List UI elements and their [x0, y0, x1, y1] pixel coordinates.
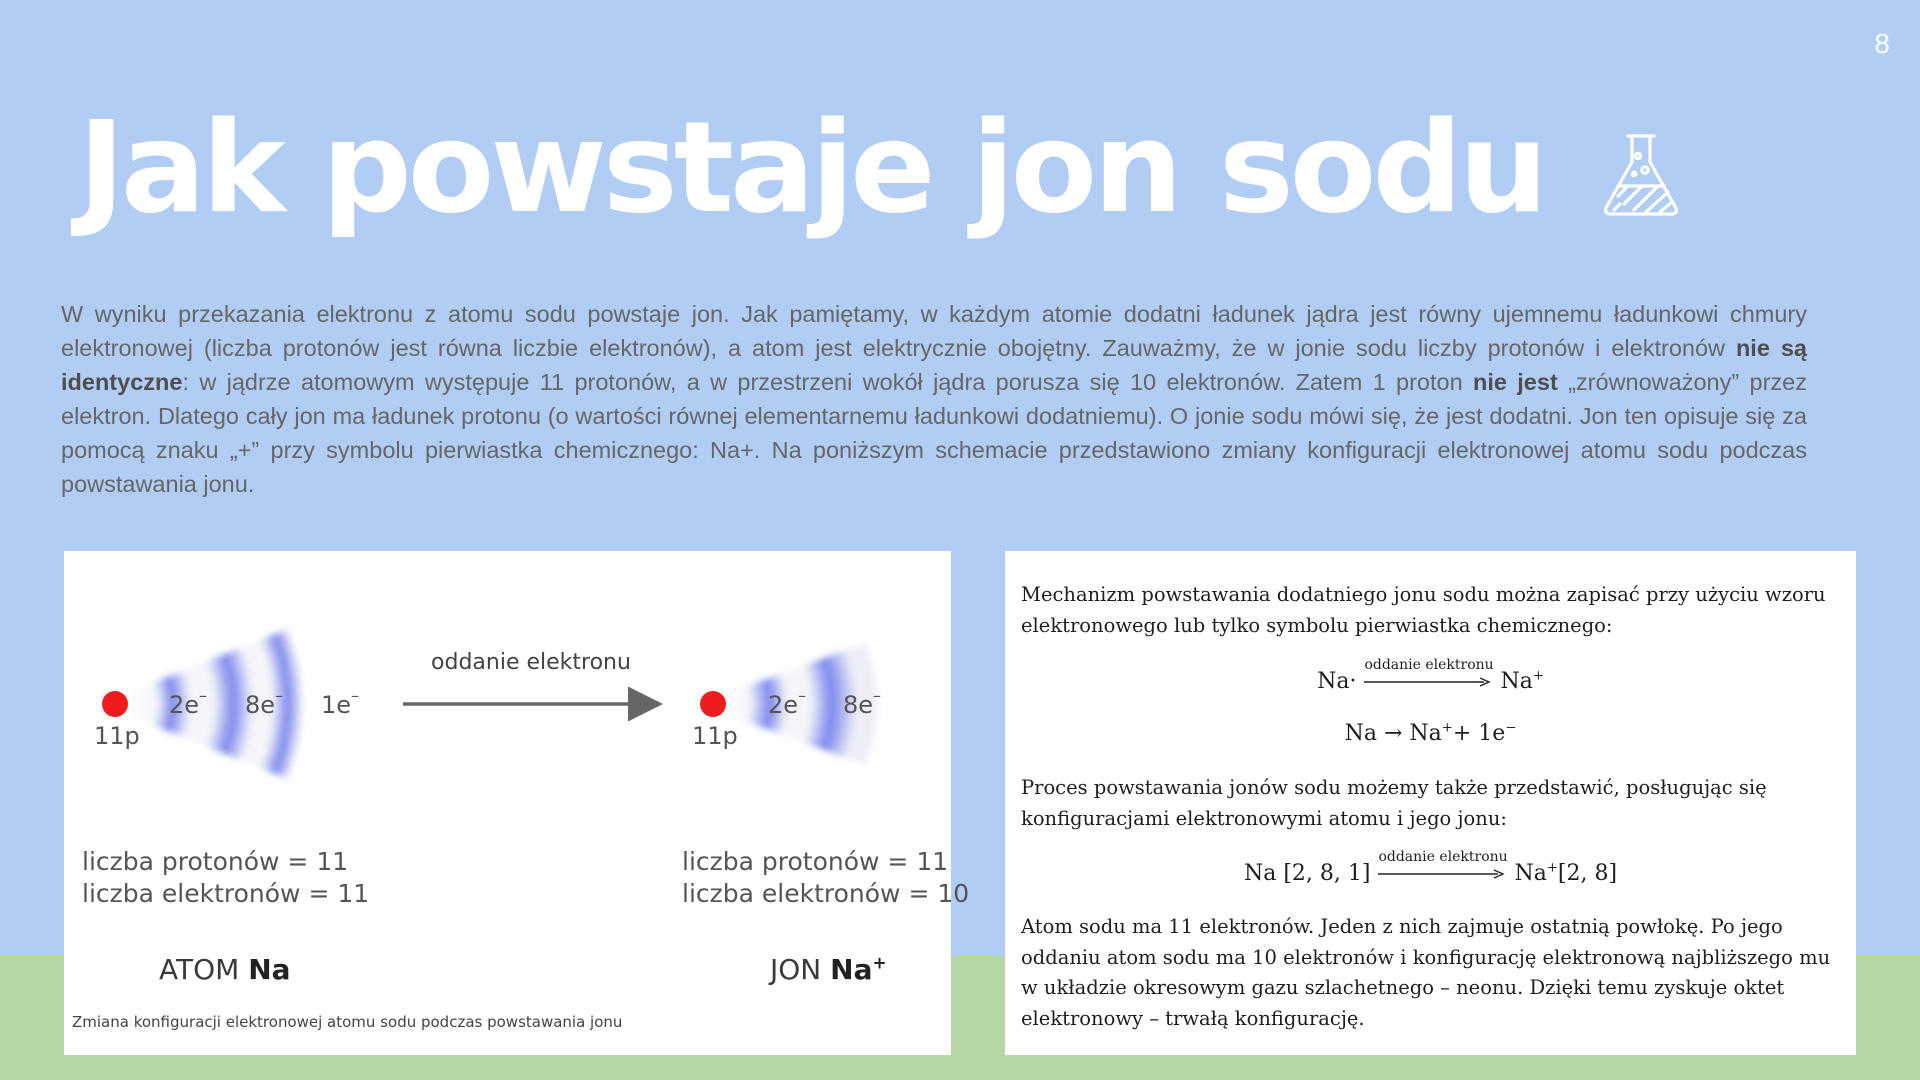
title-row	[78, 78, 1686, 258]
equation-configuration: Na [2, 8, 1] oddanie elektronu Na+[2, 8]	[1243, 849, 1618, 886]
atom-shell-1: 2e–	[169, 686, 208, 719]
page-number: 8	[1874, 28, 1890, 59]
atom-shell-3: 1e–	[321, 686, 360, 719]
intro-paragraph: W wyniku przekazania elektronu z atomu sodu powstaje jon. Jak pamiętamy, w każdym atomie dodatni ładunek jądra jest równy ujemnemu ładunkowi chmury elektronowej (liczba protonów jest równa liczbie elektronów), a atom jest elektrycznie obojętny. Zauważmy, że w jonie sodu liczby protonów i elektronów nie są identyczne: w jądrze atomowym występuje 11 protonów, a w przestrzeni wokół jądra porusza się 10 elektronów. Zatem 1 proton nie jest „zrównoważony” przez elektron. Dlatego cały jon ma ładunek protonu (o wartości równej elementarnemu ładunkowi dodatniemu). O jonie sodu mówi się, że jest dodatni. Jon ten opisuje się za pomocą znaku „+” przy symbolu pierwiastka chemicznego: Na+. Na poniższym schemacie przedstawiono zmiany konfiguracji elektronowej atomu sodu podczas powstawania jonu.	[61, 301, 1807, 497]
atom-label: ATOM Na	[159, 953, 291, 986]
equation-symbol: Na → Na++ 1e−	[1344, 720, 1517, 746]
atom-electrons: liczba elektronów = 11	[82, 879, 370, 908]
ion-nucleus-label: 11p	[692, 722, 738, 750]
explanation-paragraph-3: Atom sodu ma 11 elektronów. Jeden z nich zajmuje ostatnią powłokę. Po jego oddaniu atom sodu ma 10 elektronów i konfigurację elektronową najbliższego mu w układzie okresowym gazu szlachetnego – neonu. Dzięki temu zyskuje oktet elektronowy – trwałą konfigurację.	[1021, 915, 1831, 1030]
ion-nucleus	[700, 691, 726, 717]
atom-ion-diagram	[64, 551, 951, 991]
atom-nucleus-label: 11p	[94, 722, 140, 750]
arrow-label: oddanie elektronu	[431, 650, 631, 675]
atom-nucleus	[102, 691, 128, 717]
atom-shell-2: 8e–	[245, 686, 284, 719]
ion-shell-1: 2e–	[768, 686, 807, 719]
explanation-paragraph-1: Mechanizm powstawania dodatniego jonu sodu można zapisać przy użyciu wzoru elektronowego lub tylko symbolu pierwiastka chemicznego:	[1021, 583, 1826, 637]
flask-icon	[1596, 130, 1686, 220]
ion-protons: liczba protonów = 11	[682, 847, 949, 876]
ion-shell-2: 8e–	[843, 686, 882, 719]
equation-electron-formula: Na· oddanie elektronu Na+	[1317, 657, 1544, 694]
explanation-panel	[1005, 551, 1856, 1055]
explanation-paragraph-2: Proces powstawania jonów sodu możemy także przedstawić, posługując się konfiguracjami elektronowymi atomu i jego jonu:	[1021, 776, 1767, 830]
ion-electrons: liczba elektronów = 10	[682, 879, 970, 908]
diagram-panel	[64, 551, 970, 1055]
page-title: Jak powstaje jon sodu	[78, 94, 1545, 241]
ion-label: JON Na+	[770, 952, 887, 986]
diagram-caption: Zmiana konfiguracji elektronowej atomu sodu podczas powstawania jonu	[72, 1013, 623, 1031]
atom-protons: liczba protonów = 11	[82, 847, 349, 876]
